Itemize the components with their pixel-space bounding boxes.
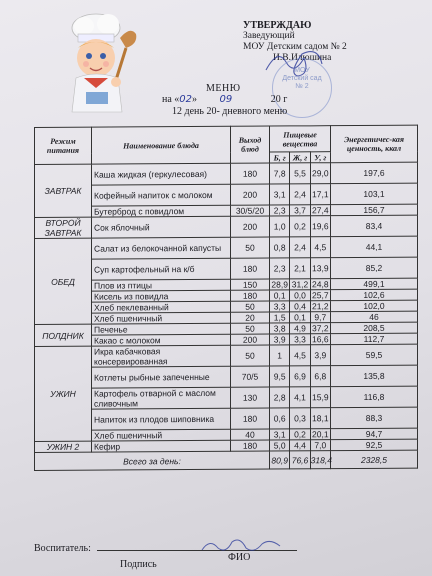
total-row xyxy=(35,450,418,470)
dish-energy: 116,8 xyxy=(331,386,418,408)
educator-label: Воспитатель: xyxy=(34,543,91,554)
dish-energy: 85,2 xyxy=(331,257,418,279)
dish-carbs: 37,2 xyxy=(312,323,329,334)
dish-energy: 83,4 xyxy=(331,215,418,237)
dish-fat: 31,2 xyxy=(291,279,309,290)
dish-name: Печенье xyxy=(92,323,231,335)
dish-fat: 4,9 xyxy=(290,323,310,334)
signature-caption: Подпись xyxy=(120,559,157,570)
dish-fat: 6,9 xyxy=(290,366,310,387)
dish-protein: 3,8 xyxy=(270,323,290,334)
dish-protein: 1 xyxy=(270,345,290,366)
dish-protein: 9,5 xyxy=(270,366,290,387)
dish-output: 20 xyxy=(231,312,270,323)
dish-protein: 28,9 xyxy=(271,279,288,290)
dish-name: Напиток из плодов шиповника xyxy=(92,408,231,430)
dish-carbs: 13,9 xyxy=(310,258,330,279)
approval-org: МОУ Детским садом № 2 xyxy=(243,42,347,52)
fio-caption: ФИО xyxy=(228,552,251,563)
dish-name: Кофейный напиток с молоком xyxy=(92,184,231,206)
dish-name: Хлеб пеклеванный xyxy=(92,301,231,313)
dish-output: 50 xyxy=(231,301,270,312)
dish-name: Плов из птицы xyxy=(92,279,231,291)
dish-fat: 0,2 xyxy=(290,429,310,440)
meal-name: ЗАВТРАК xyxy=(35,164,92,217)
header-dish: Наименование блюда xyxy=(92,126,231,164)
dish-name: Хлеб пшеничный xyxy=(92,429,231,441)
table-row xyxy=(35,365,418,388)
stamp-line-1: МОУ xyxy=(294,67,310,74)
meal-name: ПОЛДНИК xyxy=(35,324,92,346)
dish-protein: 7,8 xyxy=(270,163,290,184)
dish-output: 30/5/20 xyxy=(231,205,270,216)
dish-carbs: 17,1 xyxy=(310,184,330,205)
date-month: 09 xyxy=(219,94,233,105)
dish-protein: 0,8 xyxy=(270,237,290,258)
dish-carbs: 7,0 xyxy=(310,440,330,451)
dish-energy: 103,1 xyxy=(331,183,418,205)
dish-energy: 92,5 xyxy=(331,439,418,451)
menu-table xyxy=(34,125,418,471)
dish-protein: 0,1 xyxy=(270,290,290,301)
dish-carbs: 3,9 xyxy=(310,345,330,366)
dish-energy: 46 xyxy=(331,311,418,323)
menu-title: МЕНЮ xyxy=(206,83,241,94)
dish-fat: 3,7 xyxy=(290,205,310,216)
dish-carbs: 4,5 xyxy=(310,237,330,258)
dish-fat: 0,2 xyxy=(290,216,310,237)
header-energy: Энергетичес-кая ценность, ккал xyxy=(331,125,418,163)
total-protein: 80,9 xyxy=(270,451,290,469)
dish-fat: 2,4 xyxy=(290,237,310,258)
dish-fat: 0,0 xyxy=(290,290,310,301)
table-row xyxy=(35,162,418,185)
table-row xyxy=(35,344,418,367)
dish-carbs: 27,4 xyxy=(312,205,329,216)
dish-fat: 4,5 xyxy=(290,345,310,366)
menu-table-body xyxy=(35,162,418,452)
dish-name: Какао с молоком xyxy=(92,334,231,346)
dish-energy: 156,7 xyxy=(331,204,418,216)
dish-fat: 3,3 xyxy=(290,334,310,345)
dish-energy: 102,6 xyxy=(331,289,418,301)
dish-name: Кефир xyxy=(92,440,231,452)
header-output: Выход блюд xyxy=(231,126,270,163)
dish-energy: 102,0 xyxy=(331,300,418,312)
dish-output: 50 xyxy=(231,345,270,366)
approval-position: Заведующий xyxy=(243,31,295,41)
header-meal: Режим питания xyxy=(35,127,92,164)
dish-name: Бутерброд с повидлом xyxy=(92,205,231,217)
dish-name: Картофель отварной с маслом сливочным xyxy=(92,387,231,409)
meal-name: УЖИН xyxy=(35,346,92,441)
dish-output: 50 xyxy=(231,323,270,334)
dish-carbs: 25,7 xyxy=(312,290,329,301)
dish-output: 150 xyxy=(231,279,270,290)
dish-energy: 112,7 xyxy=(331,333,418,345)
table-row xyxy=(35,407,418,430)
date-prefix: на « xyxy=(162,94,180,105)
table-row xyxy=(35,386,418,409)
meal-name: ОБЕД xyxy=(35,238,92,324)
dish-carbs: 20,1 xyxy=(312,429,329,440)
dish-output: 130 xyxy=(231,387,270,408)
menu-date xyxy=(162,94,287,105)
table-row xyxy=(35,215,418,238)
dish-fat: 0,4 xyxy=(290,301,310,312)
dish-protein: 2,8 xyxy=(270,387,290,408)
dish-carbs: 16,6 xyxy=(312,334,329,345)
total-energy: 2328,5 xyxy=(331,450,418,469)
dish-output: 180 xyxy=(231,440,270,451)
dish-carbs: 24,8 xyxy=(312,279,329,290)
dish-carbs: 21,2 xyxy=(312,301,329,312)
dish-protein: 2,3 xyxy=(270,258,290,279)
dish-protein: 1,0 xyxy=(270,216,290,237)
dish-energy: 197,6 xyxy=(331,162,418,184)
dish-protein: 1,5 xyxy=(270,312,290,323)
total-label: Всего за день: xyxy=(35,451,270,470)
approval-title: УТВЕРЖДАЮ xyxy=(243,20,312,31)
table-row xyxy=(35,183,418,206)
dish-carbs: 19,6 xyxy=(310,216,330,237)
dish-energy: 44,1 xyxy=(331,236,418,258)
dish-fat: 5,5 xyxy=(290,163,310,184)
dish-protein: 3,1 xyxy=(270,184,290,205)
dish-energy: 135,8 xyxy=(331,365,418,387)
dish-protein: 5,0 xyxy=(270,440,290,451)
dish-energy: 88,3 xyxy=(331,407,418,429)
dish-name: Салат из белокочанной капусты xyxy=(92,237,231,259)
meal-name: УЖИН 2 xyxy=(35,441,92,452)
menu-subtitle: 12 день 20- дневного меню xyxy=(172,106,288,117)
dish-energy: 94,7 xyxy=(331,428,418,440)
dish-energy: 59,5 xyxy=(331,344,418,366)
dish-carbs: 6,8 xyxy=(310,366,330,387)
dish-protein: 3,9 xyxy=(270,334,290,345)
dish-protein: 0,6 xyxy=(270,408,290,429)
dish-output: 180 xyxy=(231,290,270,301)
dish-carbs: 9,7 xyxy=(310,312,330,323)
header-carbs: У, г xyxy=(310,152,330,163)
dish-name: Кисель из повидла xyxy=(92,290,231,302)
dish-protein: 3,3 xyxy=(270,301,290,312)
dish-fat: 0,1 xyxy=(290,312,310,323)
dish-fat: 2,4 xyxy=(290,184,310,205)
stamp-line-3: № 2 xyxy=(295,83,309,90)
dish-name: Суп картофельный на к/б xyxy=(92,258,231,280)
dish-output: 200 xyxy=(231,216,270,237)
header-protein: Б, г xyxy=(270,152,290,163)
meal-name: ВТОРОЙ ЗАВТРАК xyxy=(35,217,92,238)
total-fat: 76,6 xyxy=(290,451,310,469)
table-row xyxy=(35,236,418,259)
dish-output: 200 xyxy=(231,334,270,345)
dish-output: 50 xyxy=(231,237,270,258)
header-fat: Ж, г xyxy=(290,152,310,163)
dish-name: Хлеб пшеничный xyxy=(92,312,231,324)
dish-energy: 499,1 xyxy=(331,278,418,290)
dish-carbs: 29,0 xyxy=(310,163,330,184)
dish-output: 200 xyxy=(231,184,270,205)
header-nutrients: Пищевые вещества xyxy=(270,126,331,152)
dish-carbs: 18,1 xyxy=(310,408,330,429)
dish-name: Сок яблочный xyxy=(92,216,231,238)
dish-name: Икра кабачковая консервированная xyxy=(92,345,231,367)
dish-protein: 2,3 xyxy=(270,205,290,216)
approval-name: И.В.Илюшина xyxy=(273,53,332,63)
dish-fat: 4,1 xyxy=(290,387,310,408)
table-row xyxy=(35,257,418,280)
dish-protein: 3,1 xyxy=(270,429,290,440)
date-year: 20 г xyxy=(270,94,288,105)
dish-energy: 208,5 xyxy=(331,322,418,334)
dish-output: 70/5 xyxy=(231,366,270,387)
dish-name: Котлеты рыбные запеченные xyxy=(92,366,231,388)
total-carbs: 318,4 xyxy=(310,451,330,469)
dish-output: 180 xyxy=(231,258,270,279)
dish-fat: 0,3 xyxy=(290,408,310,429)
dish-output: 180 xyxy=(231,163,270,184)
stamp-line-2: Детский сад xyxy=(282,75,322,82)
date-day: 02 xyxy=(179,94,193,105)
dish-output: 40 xyxy=(231,429,270,440)
date-mid: » xyxy=(192,94,198,105)
dish-fat: 4,4 xyxy=(290,440,310,451)
chef-boy-illustration xyxy=(48,8,158,118)
dish-fat: 2,1 xyxy=(290,258,310,279)
dish-carbs: 15,9 xyxy=(310,387,330,408)
dish-output: 180 xyxy=(231,408,270,429)
dish-name: Каша жидкая (геркулесовая) xyxy=(92,163,231,185)
